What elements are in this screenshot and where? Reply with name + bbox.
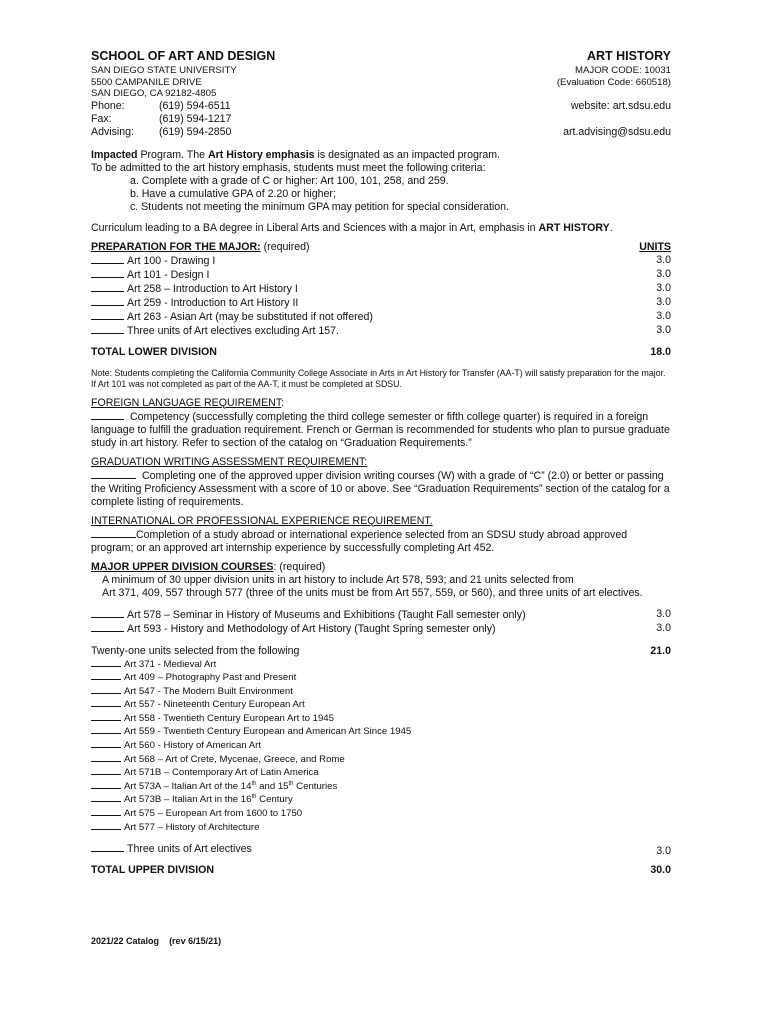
list-item: [91, 685, 671, 699]
university-name: SAN DIEGO STATE UNIVERSITY: [91, 65, 237, 76]
checkbox-blank[interactable]: [91, 739, 121, 748]
checkbox-blank[interactable]: [91, 698, 121, 707]
impacted-line: [91, 149, 671, 162]
impacted-text: Program. The: [137, 148, 208, 161]
course-units: 3.0: [656, 267, 671, 280]
elective-name: Art 573B – Italian Art in the 16: [124, 794, 252, 806]
ordinal-sup: th: [288, 780, 294, 787]
course-row: [91, 268, 671, 282]
upper-desc-2: Art 371, 409, 557 through 577 (three of the units must be from Art 557, 559, or 560), and three units of art electives.: [102, 586, 643, 599]
list-item: [91, 780, 671, 794]
upper-division-section: [91, 561, 671, 878]
checkbox-blank[interactable]: [91, 766, 121, 775]
foreign-text: Competency (successfully completing the third college semester or fifth college quarter) is required in a foreign language to fulfill the graduation requirement. French or German is recommended for students who plan to pursue graduate study in art history. Refer to section of the catalog on “Graduation Requirements.”: [91, 410, 670, 449]
curriculum-end: .: [609, 221, 613, 234]
evaluation-code: (Evaluation Code: 660518): [556, 76, 671, 88]
list-item: [91, 658, 671, 672]
course-units: 3.0: [656, 607, 671, 620]
checkbox-blank[interactable]: [91, 780, 121, 789]
elective-name: Art 575 – European Art from 1600 to 1750: [124, 808, 303, 820]
course-units: 3.0: [656, 295, 671, 308]
course-row: [91, 608, 671, 622]
course-name: Art 101 - Design I: [127, 268, 210, 281]
elective-list: [91, 658, 671, 835]
checkbox-blank[interactable]: [91, 658, 121, 667]
criteria-item: c. Students not meeting the minimum GPA may petition for special consideration.: [130, 200, 510, 213]
elective-name: Art 559 - Twentieth Century European and American Art Since 1945: [124, 726, 412, 738]
gwar-heading: GRADUATION WRITING ASSESSMENT REQUIREMENT:: [91, 455, 368, 468]
fax-label: Fax:: [91, 112, 112, 125]
art-electives-units: 3.0: [656, 845, 671, 858]
course-units: 3.0: [656, 621, 671, 634]
address-row-2: [91, 77, 671, 89]
major-code: MAJOR CODE: 10031: [575, 65, 671, 76]
header-row: [91, 50, 671, 63]
impacted-section: [91, 149, 671, 214]
prep-section: [91, 241, 671, 359]
units-heading: UNITS: [639, 240, 671, 253]
emphasis-bold: Art History emphasis: [207, 148, 315, 161]
core-courses: [91, 608, 671, 636]
course-name: Art 259 - Introduction to Art History II: [127, 296, 299, 309]
course-row: [91, 310, 671, 324]
checkbox-blank[interactable]: [91, 622, 124, 632]
checkbox-blank[interactable]: [91, 324, 124, 334]
elective-name: Art 573A – Italian Art of the 14: [124, 780, 252, 792]
course-row: [91, 282, 671, 296]
aat-note: Note: Students completing the California Community College Associate in Arts in Art History for Transfer (AA-T) will satisfy preparation for the major. If Art 101 was not completed as part of the AA-T, it must be completed at SDSU.: [91, 367, 666, 389]
course-name: Art 100 - Drawing I: [127, 254, 216, 267]
phone-row: [91, 100, 671, 113]
foreign-heading: FOREIGN LANGUAGE REQUIREMENT: [91, 396, 282, 409]
prep-required: (required): [260, 240, 310, 253]
elective-name-part: and 15: [256, 780, 289, 792]
course-name: Art 578 – Seminar in History of Museums and Exhibitions (Taught Fall semester only): [127, 608, 526, 621]
criteria-item: a. Complete with a grade of C or higher: Art 100, 101, 258, and 259.: [130, 174, 449, 187]
course-row: [91, 324, 671, 338]
checkbox-blank[interactable]: [91, 296, 124, 306]
select-label: Twenty-one units selected from the following: [91, 644, 300, 657]
fax-row: [91, 113, 671, 126]
list-item: [91, 793, 671, 807]
course-units: 3.0: [656, 253, 671, 266]
elective-name-part: Centuries: [293, 780, 338, 792]
total-lower-label: TOTAL LOWER DIVISION: [91, 345, 217, 358]
list-item: [91, 821, 671, 835]
criteria-list: [91, 175, 671, 214]
checkbox-blank[interactable]: [91, 807, 121, 816]
advising-email[interactable]: art.advising@sdsu.edu: [563, 125, 671, 138]
total-lower-units: 18.0: [650, 345, 671, 358]
checkbox-blank[interactable]: [91, 821, 121, 830]
ordinal-sup: th: [251, 794, 257, 801]
course-row: [91, 622, 671, 636]
elective-name-part: Century: [256, 794, 293, 806]
checkbox-blank[interactable]: [91, 410, 124, 420]
foreign-language-section: [91, 397, 671, 450]
course-name: Art 593 - History and Methodology of Art History (Taught Spring semester only): [127, 622, 496, 635]
course-units: 3.0: [656, 309, 671, 322]
total-upper-row: [91, 864, 671, 877]
ordinal-sup: th: [251, 780, 257, 787]
elective-name: Art 568 – Art of Crete, Mycenae, Greece, and Rome: [124, 753, 345, 765]
art-electives-row: [91, 842, 671, 858]
select-row: [91, 645, 671, 658]
elective-name: Art 571B – Contemporary Art of Latin America: [124, 767, 319, 779]
list-item: [91, 753, 671, 767]
checkbox-blank[interactable]: [91, 254, 124, 264]
address-row-1: [91, 65, 671, 77]
course-row: [91, 254, 671, 268]
list-item: [91, 698, 671, 712]
phone-number: (619) 594-6511: [159, 99, 231, 112]
course-name: Art 258 – Introduction to Art History I: [127, 282, 298, 295]
list-item: [91, 725, 671, 739]
checkbox-blank[interactable]: [91, 685, 121, 694]
checkbox-blank[interactable]: [91, 712, 121, 721]
admission-line: To be admitted to the art history emphasis, students must meet the following criteria:: [91, 161, 486, 174]
international-section: [91, 515, 671, 555]
list-item: [91, 739, 671, 753]
list-item: [91, 671, 671, 685]
impacted-bold: Impacted: [91, 148, 138, 161]
checkbox-blank[interactable]: [91, 268, 124, 278]
advising-number: (619) 594-2850: [159, 125, 232, 138]
advising-row: [91, 126, 671, 139]
checkbox-blank[interactable]: [91, 793, 121, 802]
gwar-text: Completing one of the approved upper division writing courses (W) with a grade of “C” (2.0) or better or passing the Writing Proficiency Assessment with a score of 10 or above. See “Graduation Requirements” section of the catalog for a complete listing of requirements.: [91, 469, 670, 508]
total-upper-units: 30.0: [650, 864, 671, 877]
phone-label: Phone:: [91, 99, 125, 112]
course-units: 3.0: [656, 323, 671, 336]
advising-label: Advising:: [91, 125, 134, 138]
course-name: Art 263 - Asian Art (may be substituted if not offered): [127, 310, 373, 323]
checkbox-blank[interactable]: [91, 310, 124, 320]
elective-name: Art 547 - The Modern Built Environment: [124, 685, 293, 697]
art-electives-label: Three units of Art electives: [127, 843, 252, 856]
checkbox-blank[interactable]: [91, 469, 136, 479]
fax-number: (619) 594-1217: [159, 112, 232, 125]
worksheet-page: [91, 50, 671, 877]
foreign-colon: :: [281, 396, 285, 409]
curriculum-body: Curriculum leading to a BA degree in Liberal Arts and Sciences with a major in Art, emphasis in: [91, 221, 539, 234]
school-name: SCHOOL OF ART AND DESIGN: [91, 49, 276, 63]
upper-required: : (required): [273, 560, 326, 573]
list-item: [91, 766, 671, 780]
website-link[interactable]: website: art.sdsu.edu: [570, 99, 671, 112]
prep-heading: PREPARATION FOR THE MAJOR:: [91, 240, 261, 253]
elective-name: Art 560 - History of American Art: [124, 740, 262, 752]
curriculum-text: [91, 222, 671, 235]
city-address: SAN DIEGO, CA 92182-4805: [91, 88, 217, 99]
checkbox-blank[interactable]: [91, 282, 124, 292]
criteria-item: b. Have a cumulative GPA of 2.20 or higher;: [130, 187, 336, 200]
list-item: [91, 807, 671, 821]
select-units: 21.0: [650, 644, 671, 657]
curriculum-emphasis: ART HISTORY: [538, 221, 610, 234]
revision-date: (rev 6/15/21): [169, 936, 222, 946]
upper-desc-1: A minimum of 30 upper division units in art history to include Art 578, 593; and 21 units selected from: [102, 573, 574, 586]
street-address: 5500 CAMPANILE DRIVE: [91, 76, 202, 88]
elective-name: Art 371 - Medieval Art: [124, 658, 217, 670]
impacted-text-2: is designated as an impacted program.: [314, 148, 501, 161]
checkbox-blank[interactable]: [91, 671, 121, 680]
elective-name: Art 558 - Twentieth Century European Art to 1945: [124, 712, 334, 724]
checkbox-blank[interactable]: [91, 842, 124, 852]
page-footer: [91, 936, 221, 946]
total-upper-label: TOTAL UPPER DIVISION: [91, 864, 215, 877]
intl-heading: INTERNATIONAL OR PROFESSIONAL EXPERIENCE REQUIREMENT.: [91, 514, 433, 527]
list-item: [91, 712, 671, 726]
checkbox-blank[interactable]: [91, 608, 124, 618]
upper-heading: MAJOR UPPER DIVISION COURSES: [91, 560, 274, 573]
gwar-section: [91, 456, 671, 509]
elective-name: Art 577 – History of Architecture: [124, 821, 260, 833]
intl-text: Completion of a study abroad or international experience selected from an SDSU study abroad approved program; or an approved art internship experience by successfully completing Art 452.: [91, 528, 628, 554]
checkbox-blank[interactable]: [91, 753, 121, 762]
prep-heading-row: [91, 241, 671, 254]
checkbox-blank[interactable]: [91, 725, 121, 734]
elective-name: Art 557 - Nineteenth Century European Art: [124, 699, 305, 711]
course-name: Three units of Art electives excluding Art 157.: [127, 324, 339, 337]
checkbox-blank[interactable]: [91, 528, 136, 538]
course-row: [91, 296, 671, 310]
total-lower-row: [91, 346, 671, 359]
course-units: 3.0: [656, 281, 671, 294]
major-title: ART HISTORY: [586, 49, 671, 63]
elective-name: Art 409 – Photography Past and Present: [124, 672, 297, 684]
catalog-year: 2021/22 Catalog: [91, 936, 160, 946]
